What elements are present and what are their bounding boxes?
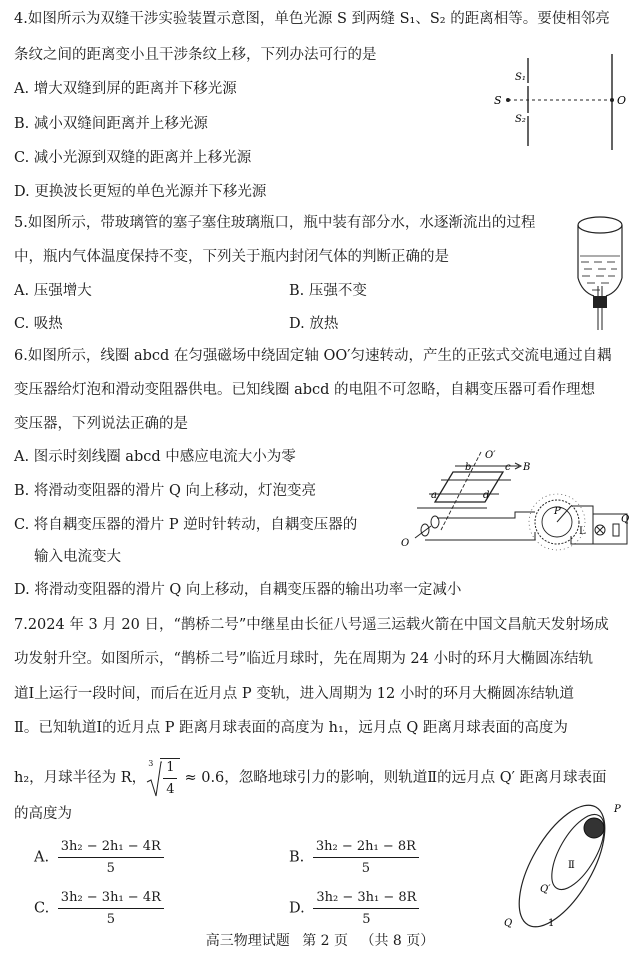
q7-stem-line6: 的高度为 [14,806,72,822]
q5-option-c: C. 吸热 [14,316,63,332]
root-fraction-den: 4 [166,782,175,797]
option-b-denominator: 5 [361,861,371,876]
page-footer [0,930,640,950]
axis-oprime-label: O′ [485,450,496,461]
q4-option-d: D. 更换波长更短的单色光源并下移光源 [14,184,267,200]
root-index: 3 [148,759,154,768]
q4-option-c: C. 减小光源到双缝的距离并上移光源 [14,150,252,166]
perilune-p-label: P [614,804,621,815]
q4-stem-line1: 4.如图所示为双缝干涉实验装置示意图，单色光源 S 到两缝 S₁、S₂ 的距离相等。要使相邻亮 [14,11,610,27]
q7-stem-line2: 功发射升空。如图所示，“鹊桥二号”临近月球时，先在周期为 24 小时的环月大椭圆冻结轨 [14,651,593,667]
q5-option-a: A. 压强增大 [14,283,92,299]
slit-s1-label: S₁ [515,72,526,83]
q4-option-a: A. 增大双缝到屏的距离并下移光源 [14,81,237,97]
q6-option-c: C. 将自耦变压器的滑片 P 逆时针转动，自耦变压器的 [14,517,358,533]
q6-option-d: D. 将滑动变阻器的滑片 Q 向上移动，自耦变压器的输出功率一定减小 [14,582,462,598]
lamp-l-label: L [579,526,586,537]
coil-c-label: c [505,462,511,473]
field-b-label: B [523,462,531,473]
option-c-denominator: 5 [106,912,115,927]
orbit-ii-label: Ⅱ [568,860,575,871]
q5-stem-line1: 5.如图所示，带玻璃管的塞子塞住玻璃瓶口，瓶中装有部分水，水逐渐流出的过程 [14,215,536,231]
coil-b-label: b [465,462,472,473]
option-letter: C. [34,900,50,917]
rheostat-q-label: Q [621,514,630,525]
coil-a-label: a [431,490,437,501]
option-b-numerator: 3h₂ − 2h₁ − 8R [313,838,419,858]
q7-stem-line3: 道Ⅰ上运行一段时间，而后在近月点 P 变轨，进入周期为 12 小时的环月大椭圆冻结轨道 [14,686,574,702]
q6-stem-line2: 变压器给灯泡和滑动变阻器供电。已知线圈 abcd 的电阻不可忽略，自耦变压器可看作理想 [14,382,596,398]
footer-page: 第 2 页 [302,933,348,949]
generator-transformer-figure [395,448,635,556]
q7-line5-post: ≈ 0.6，忽略地球引力的影响，则轨道Ⅱ的远月点 Q′ 距离月球表面 [184,770,607,786]
q7-option-d [289,889,419,928]
axis-o-label: O [401,538,410,549]
apolune-qprime-label: Q′ [540,884,551,895]
source-s-label: S [494,94,502,107]
q7-stem-line4: Ⅱ。已知轨道Ⅰ的近月点 P 距离月球表面的高度为 h₁，远月点 Q 距离月球表面的高度为 [14,720,568,736]
q4-option-b: B. 减小双缝间距离并上移光源 [14,116,208,132]
double-slit-figure [488,50,628,154]
inverted-bottle-figure [572,212,628,338]
q5-stem-line2: 中，瓶内气体温度保持不变，下列关于瓶内封闭气体的判断正确的是 [14,249,449,265]
footer-subject: 高三物理试题 [205,933,290,949]
slider-p-label: P [554,506,561,517]
option-a-numerator: 3h₂ − 2h₁ − 4R [58,838,164,858]
orbit-i-label: 1 [548,918,555,929]
footer-total: （共 8 页） [360,933,435,949]
cube-root [146,758,180,798]
q4-stem-line2: 条纹之间的距离变小且干涉条纹上移，下列办法可行的是 [14,47,377,63]
q5-option-d: D. 放热 [289,316,339,332]
q5-option-b: B. 压强不变 [289,283,367,299]
screen-o-label: O [617,94,627,107]
option-letter: B. [289,849,305,866]
q7-line5-pre: h₂，月球半径为 R， [14,770,147,786]
slit-s2-label: S₂ [515,114,526,125]
q6-stem-line3: 变压器，下列说法正确的是 [14,416,188,432]
q7-option-a [34,838,164,877]
option-letter: D. [289,900,305,917]
q6-stem-line1: 6.如图所示，线圈 abcd 在匀强磁场中绕固定轴 OO′匀速转动，产生的正弦式交流电通过自耦 [14,348,612,364]
q6-option-a: A. 图示时刻线圈 abcd 中感应电流大小为零 [14,449,296,465]
option-d-denominator: 5 [362,912,371,927]
q6-option-b: B. 将滑动变阻器的滑片 Q 向上移动，灯泡变亮 [14,483,316,499]
apolune-q-label: Q [504,918,513,929]
q7-stem-line5 [14,758,607,798]
root-fraction-num: 1 [163,759,177,779]
option-c-numerator: 3h₂ − 3h₁ − 4R [58,889,164,909]
option-a-denominator: 5 [106,861,115,876]
coil-d-label: d [483,490,490,501]
lunar-orbit-figure [500,802,630,932]
q7-option-b [289,838,419,877]
q6-option-c-cont: 输入电流变大 [34,549,121,565]
q7-stem-line1: 7.2024 年 3 月 20 日，“鹊桥二号”中继星由长征八号遥三运载火箭在中国文昌航天发射场成 [14,617,609,633]
q7-option-c [34,889,164,928]
option-letter: A. [34,849,50,866]
option-d-numerator: 3h₂ − 3h₁ − 8R [313,889,419,909]
